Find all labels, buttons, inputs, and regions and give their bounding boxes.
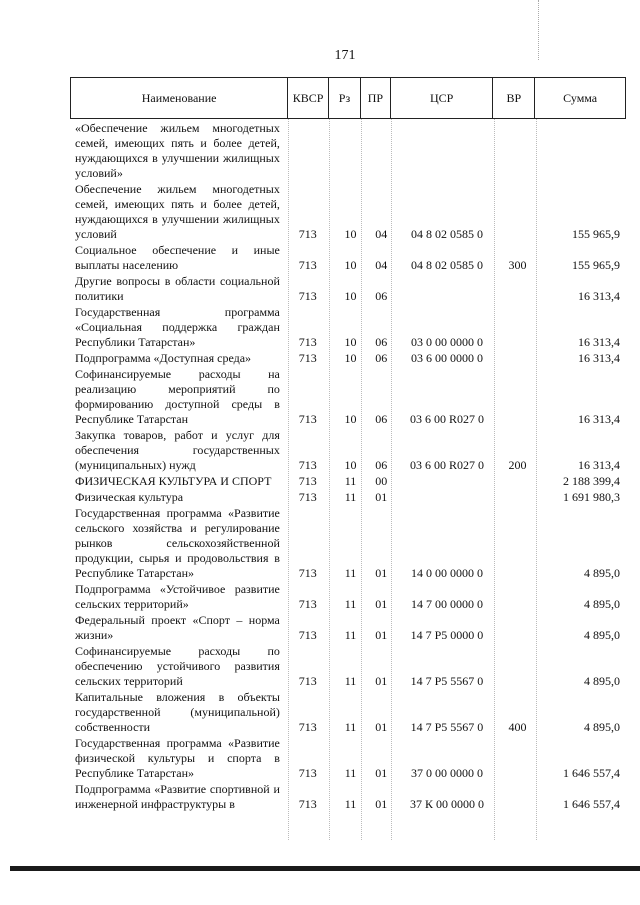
cell-sum: 4 895,0 xyxy=(583,628,620,642)
cell-rz: 11 xyxy=(344,797,357,811)
cell-kvsr: 713 xyxy=(298,351,317,365)
cell-rz: 10 xyxy=(344,258,357,272)
cell-name: Подпрограмма «Доступная среда» xyxy=(75,351,252,365)
cell-name: Подпрограмма «Устойчивое развитие сельских территорий» xyxy=(75,582,280,611)
cell-pr: 01 xyxy=(375,720,388,734)
table-row xyxy=(75,736,620,781)
cell-rz: 11 xyxy=(344,766,357,780)
cell-sum: 16 313,4 xyxy=(577,335,620,349)
cell-name: Подпрограмма «Развитие спортивной и инженерной инфраструктуры в xyxy=(75,782,280,811)
cell-name: Федеральный проект «Спорт – норма жизни» xyxy=(75,613,280,642)
cell-pr: 04 xyxy=(375,227,388,241)
cell-kvsr: 713 xyxy=(298,628,317,642)
cell-rz: 10 xyxy=(344,412,357,426)
table-row xyxy=(75,121,620,181)
table-row xyxy=(75,428,620,473)
cell-sum: 1 691 980,3 xyxy=(562,490,620,504)
cell-sum: 4 895,0 xyxy=(583,566,620,580)
cell-sum: 155 965,9 xyxy=(571,258,620,272)
cell-pr: 00 xyxy=(375,474,388,488)
cell-sum: 4 895,0 xyxy=(583,674,620,688)
cell-sum: 4 895,0 xyxy=(583,720,620,734)
cell-kvsr: 713 xyxy=(298,674,317,688)
table-row xyxy=(75,582,620,612)
table-row xyxy=(75,613,620,643)
table-body xyxy=(75,121,620,813)
cell-name: Государственная программа «Развитие физической культуры и спорта в Республике Татарстан» xyxy=(75,736,280,780)
cell-csr: 03 6 00 R027 0 xyxy=(409,412,484,426)
scan-bottom-border xyxy=(10,866,640,871)
cell-sum: 16 313,4 xyxy=(577,289,620,303)
cell-rz: 11 xyxy=(344,597,357,611)
cell-csr: 37 0 00 0000 0 xyxy=(410,766,483,780)
cell-kvsr: 713 xyxy=(298,490,317,504)
cell-kvsr: 713 xyxy=(298,258,317,272)
cell-rz: 11 xyxy=(344,628,357,642)
cell-csr: 04 8 02 0585 0 xyxy=(410,258,483,272)
header-rz: Рз xyxy=(329,78,361,118)
cell-name: «Обеспечение жильем многодетных семей, имеющих пять и более детей, нуждающихся в улучшении жилищных условий» xyxy=(75,121,280,180)
cell-rz: 11 xyxy=(344,474,357,488)
cell-name: Государственная программа «Развитие сельского хозяйства и регулирование рынков сельскохозяйственной продукции, сырья и продовольствия в Республике Татарстан» xyxy=(75,506,280,580)
cell-name: Закупка товаров, работ и услуг для обеспечения государственных (муниципальных) нужд xyxy=(75,428,280,472)
cell-name: Социальное обеспечение и иные выплаты населению xyxy=(75,243,280,272)
table-row xyxy=(75,274,620,304)
cell-rz: 11 xyxy=(344,674,357,688)
cell-csr: 03 6 00 0000 0 xyxy=(410,351,483,365)
cell-pr: 01 xyxy=(375,766,388,780)
cell-pr: 06 xyxy=(375,335,388,349)
cell-rz: 11 xyxy=(344,720,357,734)
cell-rz: 10 xyxy=(344,335,357,349)
scan-edge-line xyxy=(538,0,539,60)
cell-csr: 03 0 00 0000 0 xyxy=(410,335,483,349)
cell-sum: 1 646 557,4 xyxy=(562,797,620,811)
cell-pr: 01 xyxy=(375,797,388,811)
cell-csr: 14 7 P5 5567 0 xyxy=(410,674,484,688)
table-row xyxy=(75,506,620,581)
cell-vr: 200 xyxy=(508,458,527,472)
cell-pr: 06 xyxy=(375,351,388,365)
cell-sum: 155 965,9 xyxy=(571,227,620,241)
cell-rz: 11 xyxy=(344,490,357,504)
cell-pr: 01 xyxy=(375,628,388,642)
table-row xyxy=(75,644,620,689)
cell-kvsr: 713 xyxy=(298,458,317,472)
table-row xyxy=(75,690,620,735)
cell-sum: 4 895,0 xyxy=(583,597,620,611)
cell-pr: 01 xyxy=(375,674,388,688)
cell-kvsr: 713 xyxy=(298,412,317,426)
cell-rz: 10 xyxy=(344,227,357,241)
cell-kvsr: 713 xyxy=(298,335,317,349)
cell-pr: 06 xyxy=(375,458,388,472)
cell-name: Государственная программа «Социальная поддержка граждан Республики Татарстан» xyxy=(75,305,280,349)
cell-kvsr: 713 xyxy=(298,720,317,734)
cell-name: Другие вопросы в области социальной политики xyxy=(75,274,280,303)
cell-sum: 2 188 399,4 xyxy=(562,474,620,488)
table-row xyxy=(75,367,620,427)
cell-kvsr: 713 xyxy=(298,289,317,303)
cell-kvsr: 713 xyxy=(298,227,317,241)
cell-name: Физическая культура xyxy=(75,490,184,504)
table-row xyxy=(75,305,620,350)
cell-sum: 16 313,4 xyxy=(577,351,620,365)
cell-pr: 06 xyxy=(375,289,388,303)
table-row xyxy=(75,243,620,273)
cell-sum: 16 313,4 xyxy=(577,458,620,472)
header-vr: ВР xyxy=(493,78,535,118)
cell-kvsr: 713 xyxy=(298,566,317,580)
table-row xyxy=(75,474,620,489)
cell-kvsr: 713 xyxy=(298,474,317,488)
cell-csr: 14 0 00 0000 0 xyxy=(410,566,483,580)
cell-kvsr: 713 xyxy=(298,597,317,611)
cell-csr: 14 7 P5 0000 0 xyxy=(410,628,484,642)
cell-csr: 14 7 P5 5567 0 xyxy=(410,720,484,734)
page-number: 171 xyxy=(334,48,356,63)
header-pr: ПР xyxy=(361,78,391,118)
cell-sum: 1 646 557,4 xyxy=(562,766,620,780)
cell-csr: 37 К 00 0000 0 xyxy=(409,797,484,811)
cell-name: Капитальные вложения в объекты государственной (муниципальной) собственности xyxy=(75,690,280,734)
cell-name: Софинансируемые расходы на реализацию мероприятий по формированию доступной среды в Республике Татарстан xyxy=(75,367,280,426)
header-name: Наименование xyxy=(71,78,288,118)
cell-pr: 06 xyxy=(375,412,388,426)
table-row xyxy=(75,182,620,242)
header-kvsr: КВСР xyxy=(288,78,329,118)
header-csr: ЦСР xyxy=(391,78,494,118)
cell-vr: 400 xyxy=(508,720,527,734)
table-row xyxy=(75,490,620,505)
table-header xyxy=(70,77,626,119)
cell-kvsr: 713 xyxy=(298,797,317,811)
cell-name: ФИЗИЧЕСКАЯ КУЛЬТУРА И СПОРТ xyxy=(75,474,272,488)
cell-kvsr: 713 xyxy=(298,766,317,780)
cell-pr: 01 xyxy=(375,566,388,580)
cell-name: Софинансируемые расходы по обеспечению устойчивого развития сельских территорий xyxy=(75,644,280,688)
cell-pr: 04 xyxy=(375,258,388,272)
cell-csr: 03 6 00 R027 0 xyxy=(409,458,484,472)
cell-rz: 10 xyxy=(344,289,357,303)
cell-name: Обеспечение жильем многодетных семей, имеющих пять и более детей, нуждающихся в улучшении жилищных условий xyxy=(75,182,280,241)
cell-rz: 10 xyxy=(344,458,357,472)
cell-pr: 01 xyxy=(375,597,388,611)
cell-pr: 01 xyxy=(375,490,388,504)
cell-rz: 10 xyxy=(344,351,357,365)
table-row xyxy=(75,782,620,812)
header-sum: Сумма xyxy=(563,90,598,105)
cell-rz: 11 xyxy=(344,566,357,580)
cell-vr: 300 xyxy=(508,258,527,272)
table-row xyxy=(75,351,620,366)
cell-csr: 14 7 00 0000 0 xyxy=(410,597,483,611)
cell-sum: 16 313,4 xyxy=(577,412,620,426)
cell-csr: 04 8 02 0585 0 xyxy=(410,227,483,241)
